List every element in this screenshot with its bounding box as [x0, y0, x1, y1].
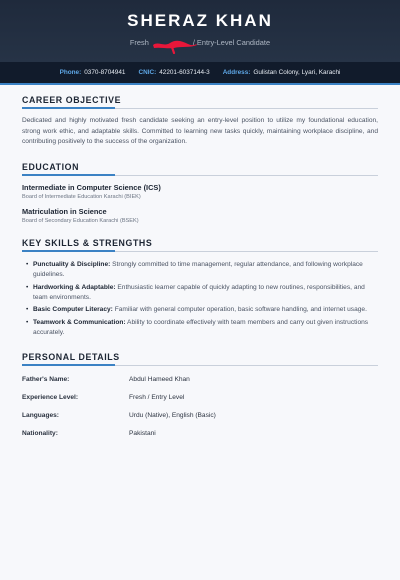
contact-bar: [0, 62, 400, 85]
section-heading: CAREER OBJECTIVE: [22, 95, 378, 109]
skill-name: Punctuality & Discipline:: [33, 261, 111, 269]
detail-row: [22, 430, 378, 448]
skill-desc: Familiar with general computer operation, basic software handling, and internet usage.: [114, 306, 367, 314]
contact-cnic-label: CNIC:: [138, 69, 157, 76]
skill-name: Teamwork & Communication:: [33, 318, 126, 326]
skills-section: [22, 238, 378, 338]
skill-name: Basic Computer Literacy:: [33, 306, 113, 314]
education-board: Board of Intermediate Education Karachi (BIEK): [22, 194, 141, 201]
contact-phone: [60, 69, 126, 76]
detail-value: Urdu (Native), English (Basic): [129, 412, 216, 420]
candidate-name: SHERAZ KHAN: [127, 11, 273, 30]
detail-row: [22, 376, 378, 394]
skill-desc: Enthusiastic learner capable of quickly adapting to new routines, responsibilities, and team environments.: [33, 283, 365, 301]
education-degree: Intermediate in Computer Science (ICS): [22, 183, 161, 193]
education-item: [22, 207, 378, 224]
objective-text: Dedicated and highly motivated fresh candidate seeking an entry-level position to utilize my foundational education, strong work ethic, and adaptable skills. Committed to learning new tasks quickly, maintaining workplace discipline, and contributing positively to the success of the organization.: [22, 117, 378, 146]
education-item: [22, 183, 378, 200]
skill-item: [26, 260, 378, 281]
career-objective-section: [22, 95, 378, 148]
skill-desc: Ability to coordinate effectively with team members and carry out given instructions accurately.: [33, 318, 369, 336]
contact-address-value: Gulistan Colony, Lyari, Karachi: [253, 69, 341, 76]
contact-address: [223, 69, 341, 76]
detail-value: Fresh / Entry Level: [129, 394, 185, 402]
detail-value: Abdul Hameed Khan: [129, 376, 190, 384]
detail-label: Nationality:: [22, 430, 58, 438]
resume-header: [0, 0, 400, 62]
skills-list: [22, 260, 378, 338]
red-scribble-redaction: [150, 38, 198, 54]
detail-label: Experience Level:: [22, 394, 79, 402]
skill-item: [26, 318, 378, 339]
subtitle-right: / Entry-Level Candidate: [192, 38, 271, 47]
contact-cnic: [138, 69, 209, 76]
education-section: [22, 162, 378, 224]
subtitle-left: Fresh: [129, 38, 149, 47]
detail-label: Father's Name:: [22, 376, 70, 384]
detail-value: Pakistani: [129, 430, 156, 438]
skill-desc: Strongly committed to time management, regular attendance, and following workplace guidelines.: [33, 261, 363, 279]
contact-address-label: Address:: [222, 69, 251, 76]
section-heading: EDUCATION: [22, 162, 378, 176]
personal-details-section: [22, 352, 378, 448]
detail-row: [22, 412, 378, 430]
candidate-subtitle: [0, 38, 400, 47]
skill-name: Hardworking & Adaptable:: [33, 283, 116, 291]
education-degree: Matriculation in Science: [22, 207, 107, 217]
contact-cnic-value: 42201-6037144-3: [159, 69, 210, 76]
detail-row: [22, 394, 378, 412]
contact-phone-value: 0370-8704941: [84, 69, 126, 76]
resume-content: [22, 95, 378, 456]
skill-item: [26, 283, 378, 304]
section-heading: KEY SKILLS & STRENGTHS: [22, 238, 378, 252]
personal-details-table: [22, 376, 378, 448]
contact-phone-label: Phone:: [59, 69, 82, 76]
section-heading: PERSONAL DETAILS: [22, 352, 378, 366]
skill-item: [26, 305, 378, 315]
education-board: Board of Secondary Education Karachi (BSEK): [22, 218, 139, 225]
detail-label: Languages:: [22, 412, 60, 420]
